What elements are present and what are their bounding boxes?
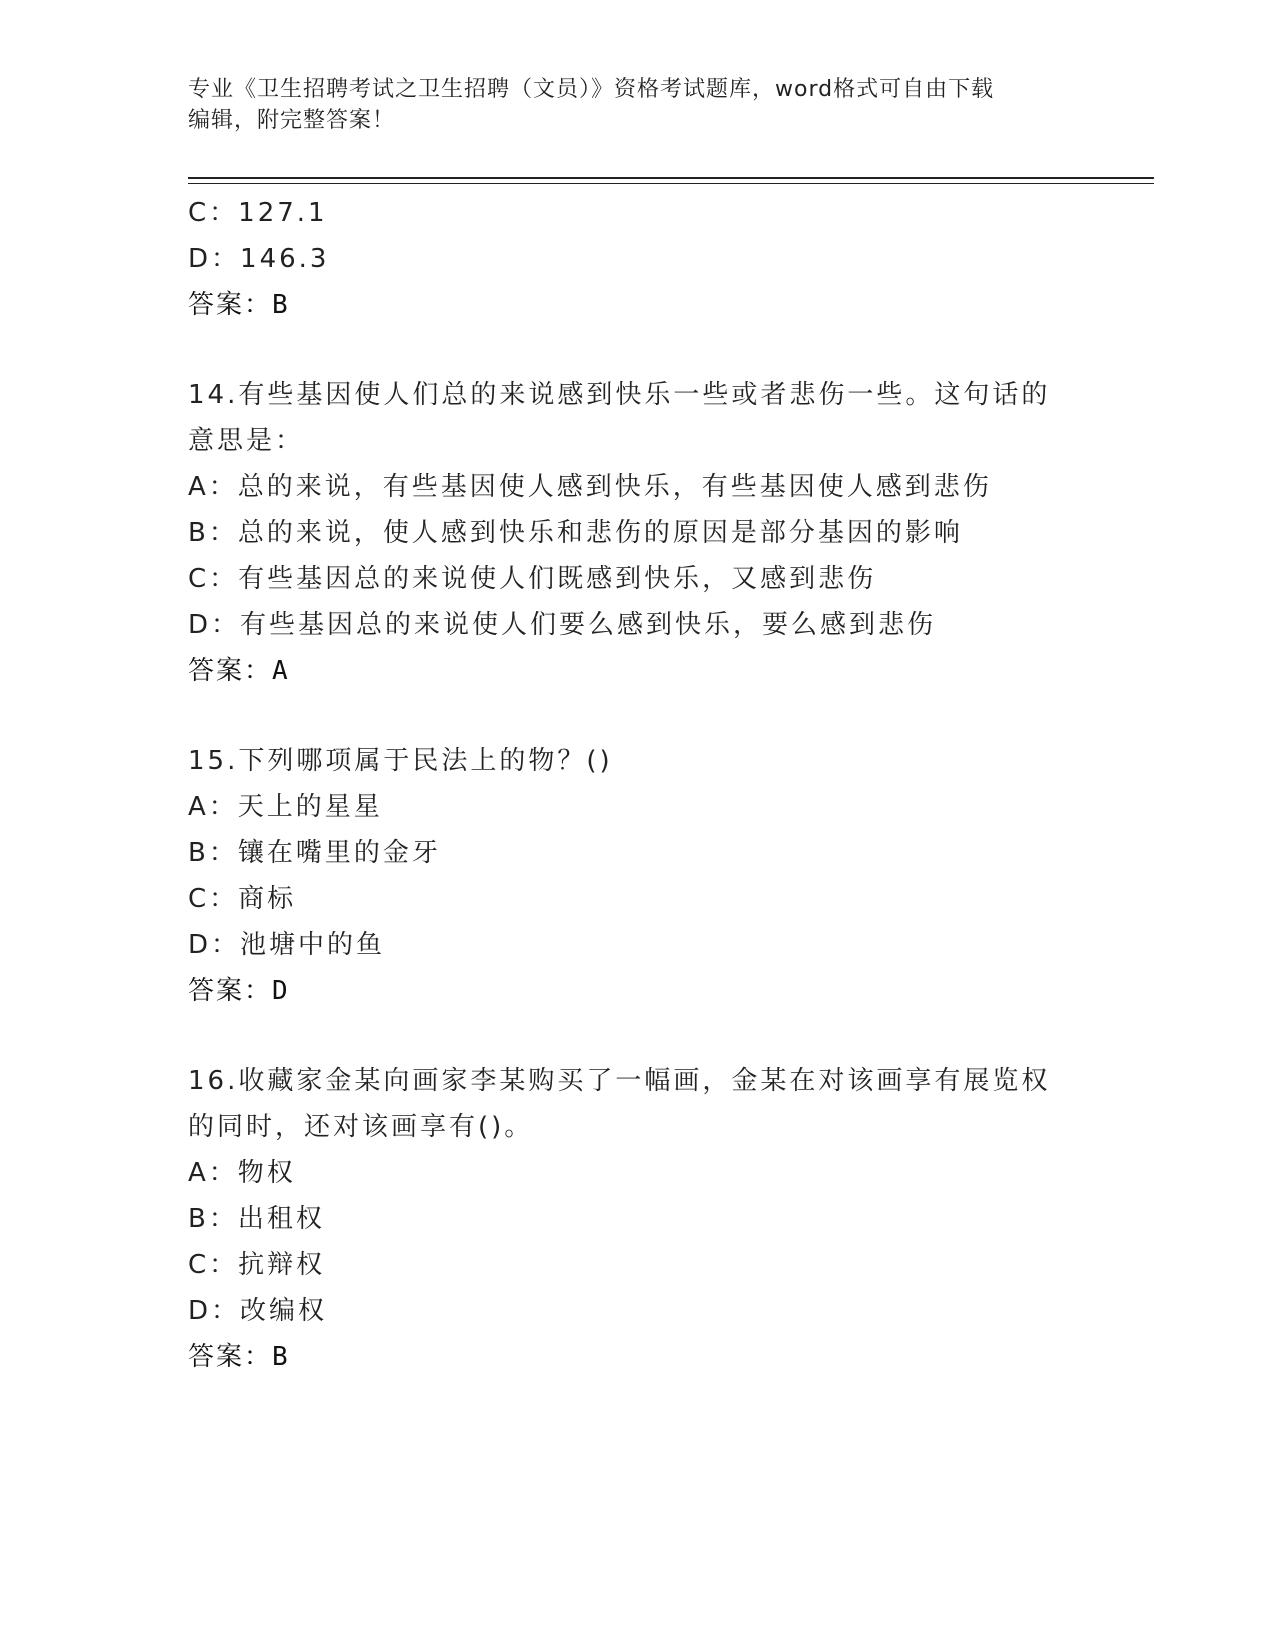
option-a: A：总的来说，有些基因使人感到快乐，有些基因使人感到悲伤	[188, 472, 992, 502]
option-b: B：总的来说，使人感到快乐和悲伤的原因是部分基因的影响	[188, 518, 963, 548]
option-c: C：抗辩权	[188, 1250, 326, 1280]
spacer	[188, 328, 1088, 372]
option-d: D：池塘中的鱼	[188, 930, 386, 960]
question-15	[188, 738, 1088, 1014]
header-line-2: 编辑，附完整答案！	[188, 108, 396, 133]
answer-line: 答案：D	[188, 976, 290, 1006]
option-a: A：物权	[188, 1158, 296, 1188]
option-c: C：有些基因总的来说使人们既感到快乐，又感到悲伤	[188, 564, 877, 594]
option-a: A：天上的星星	[188, 792, 383, 822]
header-divider-thin	[188, 183, 1154, 184]
option-c: C：商标	[188, 884, 297, 914]
answer-line: 答案：B	[188, 290, 290, 320]
header-divider-thick	[188, 177, 1154, 179]
header-line-1: 专业《卫生招聘考试之卫生招聘（文员）》资格考试题库，word格式可自由下载	[188, 77, 995, 102]
previous-question-tail	[188, 190, 1088, 328]
spacer	[188, 694, 1088, 738]
question-text: 15.下列哪项属于民法上的物？()	[188, 746, 613, 776]
question-16	[188, 1058, 1088, 1380]
question-text: 16.收藏家金某向画家李某购买了一幅画，金某在对该画享有展览权的同时，还对该画享有()。	[188, 1066, 1051, 1142]
spacer	[188, 1014, 1088, 1058]
question-14	[188, 372, 1088, 694]
answer-line: 答案：B	[188, 1342, 290, 1372]
option-d: D：改编权	[188, 1296, 328, 1326]
question-text: 14.有些基因使人们总的来说感到快乐一些或者悲伤一些。这句话的意思是：	[188, 380, 1051, 456]
option-d: D：146.3	[188, 244, 330, 274]
option-c: C：127.1	[188, 198, 328, 228]
question-list	[188, 190, 1088, 1380]
option-d: D：有些基因总的来说使人们要么感到快乐，要么感到悲伤	[188, 610, 937, 640]
option-b: B：出租权	[188, 1204, 325, 1234]
option-b: B：镶在嘴里的金牙	[188, 838, 441, 868]
document-header	[188, 74, 1088, 136]
answer-line: 答案：A	[188, 656, 290, 686]
